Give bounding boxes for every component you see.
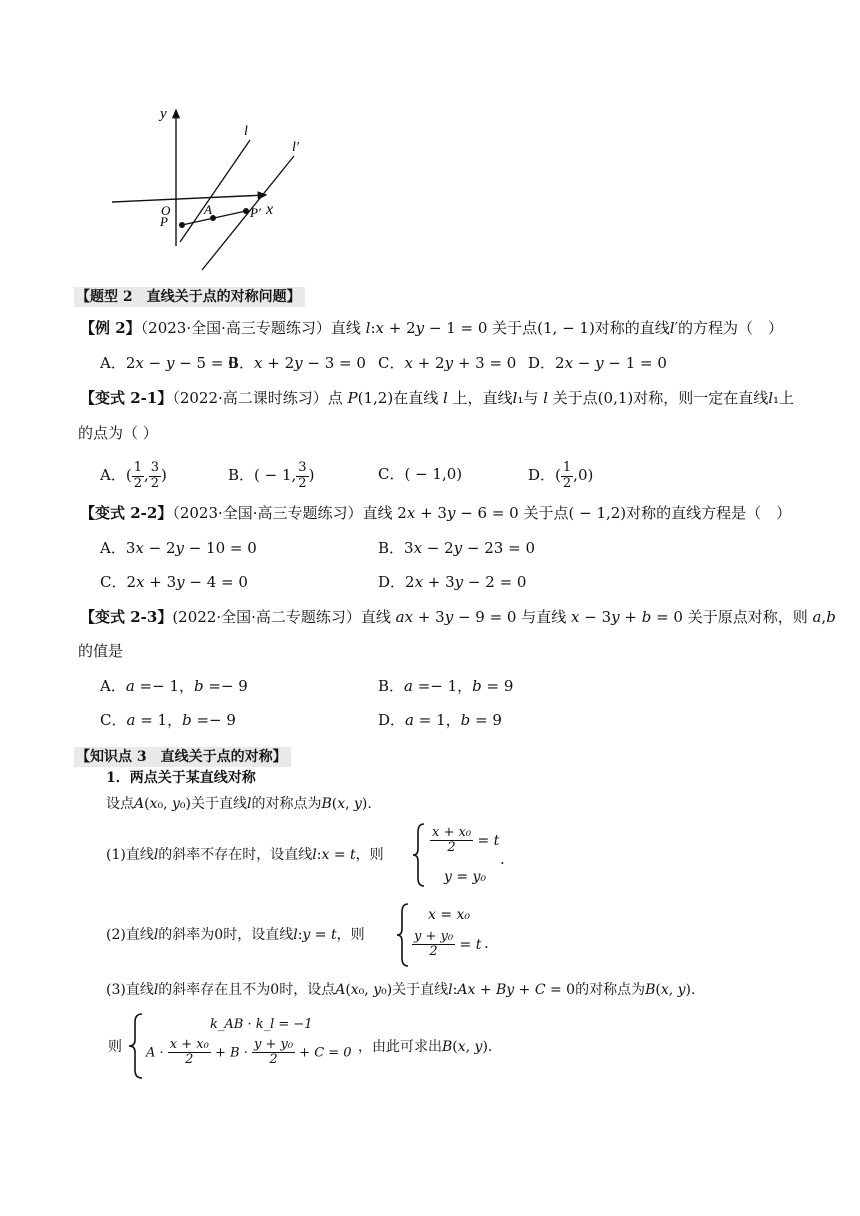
v22-option-d: D．2𝑥 + 3𝑦 − 2 = 0 — [378, 573, 527, 591]
pp-label: P′ — [250, 205, 261, 220]
v21-option-d — [528, 460, 593, 491]
v22-text: （2023·全国·高三专题练习）直线 2𝑥 + 3𝑦 − 6 = 0 关于点( − 1,2)对称的直线方程是（ ） — [172, 504, 792, 522]
case1-eq1-rhs: = t — [477, 832, 500, 849]
v21-close-a: ) — [161, 466, 167, 484]
case2-frac: $\frac{\text{y + y₀}}{2}$ — [414, 929, 454, 960]
x-label: x — [266, 201, 274, 218]
v21-close-d: ,0) — [573, 466, 594, 484]
case1-frac: $\frac{\text{x + x₀}}{2}$ — [432, 825, 472, 856]
v21-opt-a-prefix: A．( — [100, 466, 132, 484]
ex2-tag: 【例 2】 — [80, 319, 141, 337]
v21-comma-a: , — [143, 466, 149, 484]
k3-case1: (1)直线𝑙的斜率不存在时，设直线𝑙:𝑥 = 𝑡，则 — [106, 847, 384, 863]
ex2-option-a: A．2𝑥 − 𝑦 − 5 = 0 — [100, 354, 238, 372]
case3-frac1: $\frac{\text{x + x₀}}{2}$ — [169, 1037, 209, 1068]
v22-option-b: B．3𝑥 − 2𝑦 − 23 = 0 — [378, 539, 535, 557]
v23-tag: 【变式 2-3】 — [80, 608, 173, 626]
v21-question — [80, 391, 794, 406]
v23-question — [80, 610, 836, 625]
case3-a: A · — [146, 1045, 164, 1061]
lp-label: l′ — [292, 140, 299, 155]
v21-line1: （2022·高二课时练习）点 𝑃(1,2)在直线 𝑙 上，直线𝑙₁与 𝑙 关于点(0,1)对称，则一定在直线𝑙₁上 — [172, 389, 795, 407]
v22-tag: 【变式 2-2】 — [80, 504, 173, 522]
case1-eq2: y = y₀ — [444, 869, 487, 885]
ex2-option-c: C．𝑥 + 2𝑦 + 3 = 0 — [378, 354, 517, 372]
v21-option-c: C．( − 1,0) — [378, 465, 463, 483]
frac-a2: $\frac{3}{2}$ — [150, 460, 160, 491]
ex2-option-d: D．2𝑥 − 𝑦 − 1 = 0 — [528, 354, 667, 372]
v23-option-b: B．𝑎 =− 1，𝑏 = 9 — [378, 677, 514, 695]
ex2-question — [80, 321, 783, 336]
v21-option-b — [228, 460, 314, 491]
v23-option-c: C．𝑎 = 1，𝑏 =− 9 — [100, 711, 236, 729]
p-label: P — [160, 214, 168, 229]
type2-heading: 【题型 2 直线关于点的对称问题】 — [74, 287, 305, 307]
case2-eq1: x = x₀ — [428, 907, 471, 923]
frac-b: $\frac{3}{2}$ — [298, 460, 307, 491]
y-label: y — [160, 106, 167, 122]
k3-case2: (2)直线𝑙的斜率为0时，设直线𝑙:𝑦 = 𝑡，则 — [106, 927, 365, 943]
frac-a1: $\frac{1}{2}$ — [133, 460, 142, 491]
case3-frac2: $\frac{\text{y + y₀}}{2}$ — [253, 1037, 294, 1068]
v21-line2: 的点为（ ） — [78, 424, 158, 442]
v23-line2: 的值是 — [78, 642, 124, 660]
case3-then: 则 — [108, 1039, 122, 1055]
v21-opt-d-prefix: D．( — [528, 466, 561, 484]
case2-eq2 — [412, 930, 481, 960]
case3-end: ，由此可求出𝐵(𝑥, 𝑦). — [358, 1039, 493, 1055]
frac-d: $\frac{1}{2}$ — [562, 460, 572, 491]
point-p-prime — [243, 208, 249, 214]
case2-brace — [396, 902, 410, 968]
x-axis — [112, 195, 266, 202]
v21-close-b: ) — [308, 466, 315, 484]
v22-option-a: A．3𝑥 − 2𝑦 − 10 = 0 — [100, 539, 257, 557]
case3-b: + B · — [214, 1045, 248, 1061]
case2-eq2-rhs: = t — [459, 936, 482, 953]
case3-brace — [128, 1012, 144, 1080]
ex2-text: （2023·全国·高三专题练习）直线 𝑙:𝑥 + 2𝑦 − 1 = 0 关于点(1, − 1)对称的直线𝑙′的方程为（ ） — [140, 319, 784, 337]
k3-intro: 设点𝐴(𝑥₀, 𝑦₀)关于直线𝑙的对称点为𝐵(𝑥, 𝑦). — [106, 796, 372, 812]
v23-option-a: A．𝑎 =− 1，𝑏 =− 9 — [100, 677, 248, 695]
l-label: l — [244, 124, 248, 139]
point-p — [179, 222, 185, 228]
symmetry-figure — [0, 0, 860, 290]
k3-heading: 【知识点 3 直线关于点的对称】 — [74, 747, 291, 767]
case1-brace — [412, 822, 426, 888]
v22-question — [80, 506, 791, 521]
v23-line1: (2022·全国·高二专题练习）直线 𝑎𝑥 + 3𝑦 − 9 = 0 与直线 𝑥 − 3𝑦 + 𝑏 = 0 关于原点对称，则 𝑎,𝑏 — [172, 608, 836, 626]
v22-option-c: C．2𝑥 + 3𝑦 − 4 = 0 — [100, 573, 248, 591]
k3-subheading: 1．两点关于某直线对称 — [106, 770, 256, 786]
case1-end: . — [500, 850, 505, 868]
k3-case3: (3)直线𝑙的斜率存在且不为0时，设点𝐴(𝑥₀, 𝑦₀)关于直线𝑙:𝐴𝑥 + 𝐵𝑦 + 𝐶 = 0的对称点为𝐵(𝑥, 𝑦). — [106, 982, 696, 998]
v21-opt-b-prefix: B．( − 1, — [228, 466, 297, 484]
v21-tag: 【变式 2-1】 — [80, 389, 173, 407]
case3-eq1: k_AB · k_l = −1 — [210, 1017, 313, 1032]
case3-c: + C = 0 — [299, 1045, 352, 1061]
case3-eq2 — [146, 1038, 352, 1068]
line-l — [180, 140, 250, 242]
case2-end: . — [484, 934, 489, 952]
v23-option-d: D．𝑎 = 1，𝑏 = 9 — [378, 711, 502, 729]
o-label: O — [161, 203, 171, 218]
v21-option-a — [100, 460, 167, 491]
ex2-option-b: B．𝑥 + 2𝑦 − 3 = 0 — [228, 354, 366, 372]
case1-eq1 — [430, 826, 499, 856]
a-label: A — [204, 202, 212, 217]
